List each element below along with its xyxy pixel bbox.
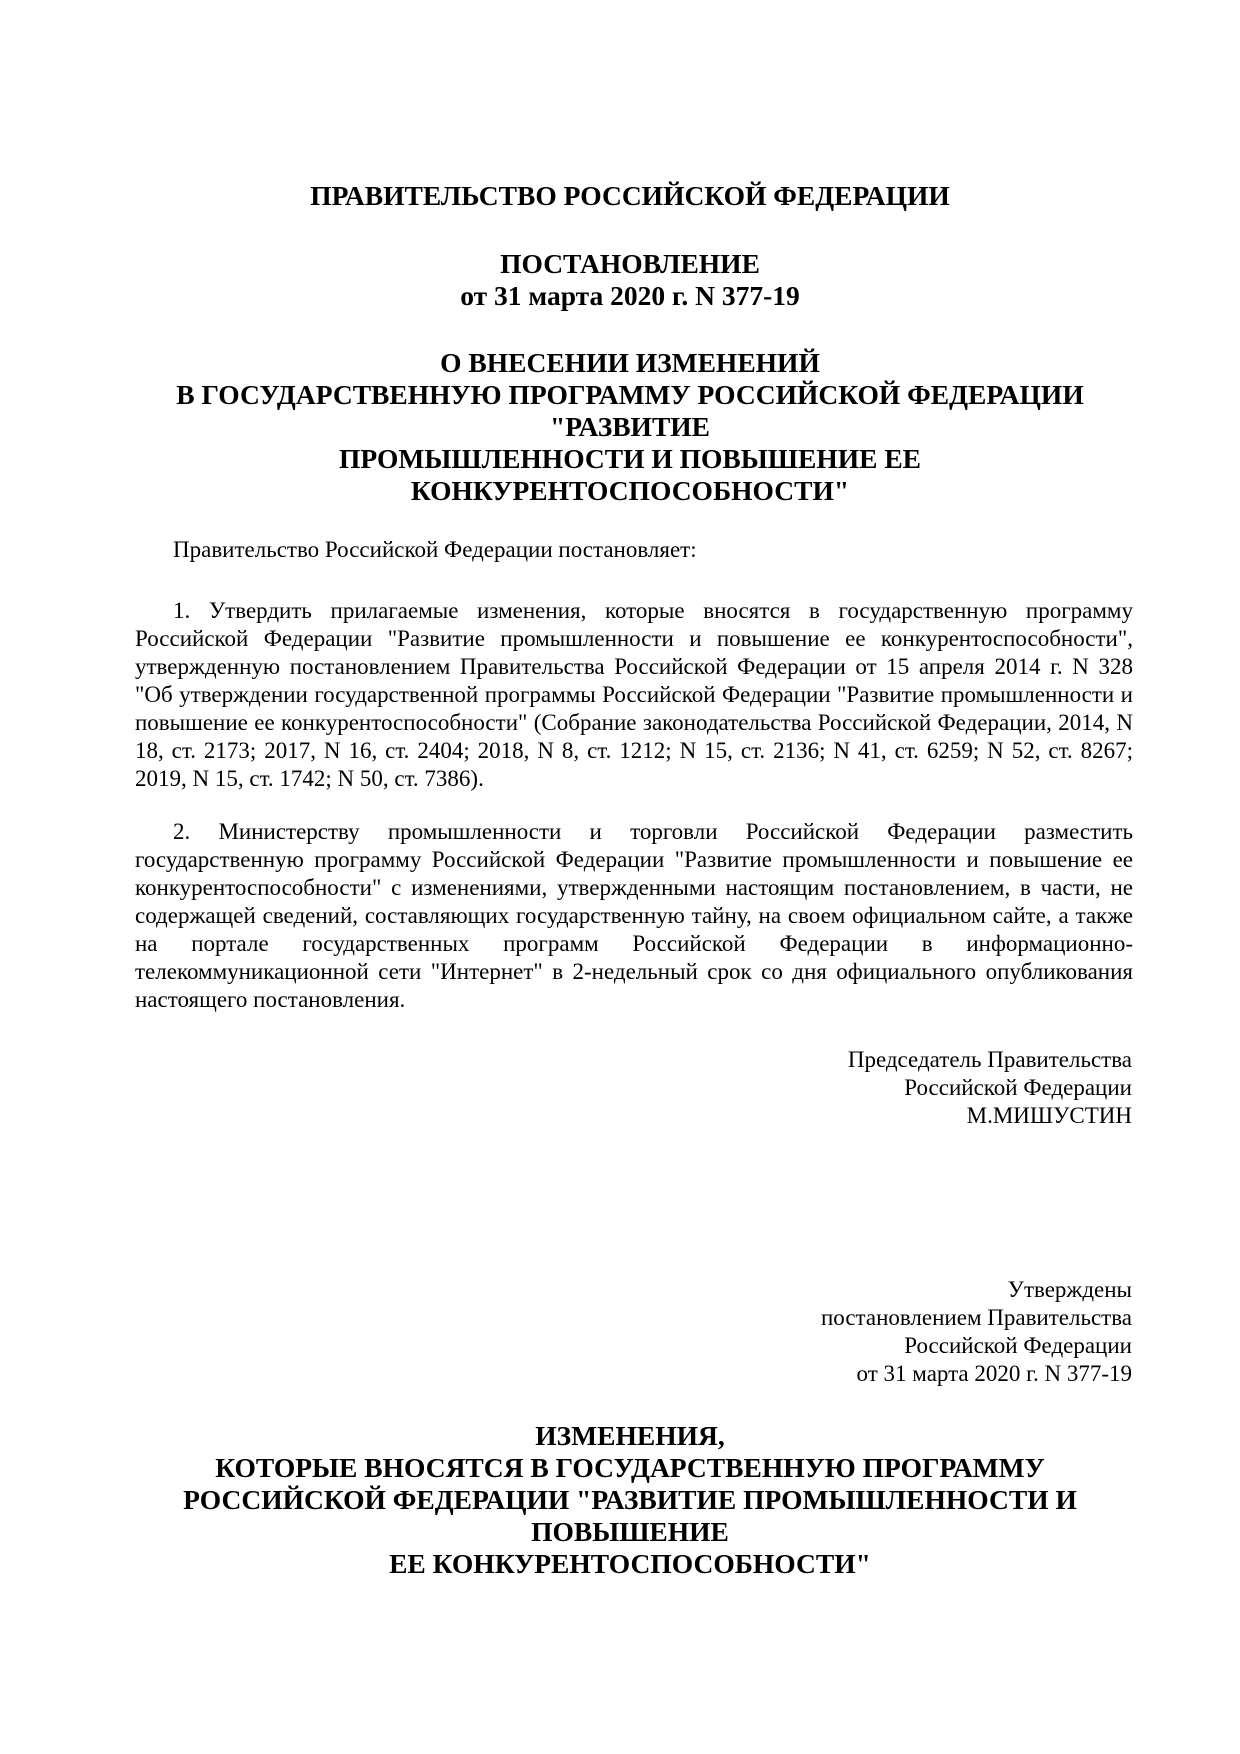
government-heading bbox=[130, 180, 1130, 212]
title-line: В ГОСУДАРСТВЕННУЮ ПРОГРАММУ РОССИЙСКОЙ ФЕДЕРАЦИИ bbox=[176, 379, 1084, 410]
decree-title bbox=[130, 347, 1130, 507]
approval-line: постановлением Правительства bbox=[820, 1305, 1132, 1330]
changes-title bbox=[130, 1420, 1130, 1580]
title-line: ПРОМЫШЛЕННОСТИ И ПОВЫШЕНИЕ ЕЕ bbox=[339, 443, 921, 474]
signature-name: М.МИШУСТИН bbox=[966, 1103, 1132, 1128]
title-line: О ВНЕСЕНИИ ИЗМЕНЕНИЙ bbox=[440, 347, 820, 378]
changes-title-line: ЕЕ КОНКУРЕНТОСПОСОБНОСТИ" bbox=[389, 1548, 871, 1579]
signature-block bbox=[848, 1046, 1132, 1130]
paragraph-1: 1. Утвердить прилагаемые изменения, которые вносятся в государственную программу Российской Федерации "Развитие промышленности и повышение ее конкурентоспособности", утвержденную постановлением Правительства Российской Федерации от 15 апреля 2014 г. N 328 "Об утверждении государственной программы Российской Федерации "Развитие промышленности и повышение ее конкурентоспособности" (Собрание законодательства Российской Федерации, 2014, N 18, ст. 2173; 2017, N 16, ст. 2404; 2018, N 8, ст. 1212; N 15, ст. 2136; N 41, ст. 6259; N 52, ст. 8267; 2019, N 15, ст. 1742; N 50, ст. 7386). bbox=[135, 598, 1133, 791]
title-line: КОНКУРЕНТОСПОСОБНОСТИ" bbox=[410, 475, 850, 506]
changes-title-line: ПОВЫШЕНИЕ bbox=[531, 1516, 729, 1547]
doc-date-number: от 31 марта 2020 г. N 377-19 bbox=[460, 280, 800, 311]
decree-heading bbox=[130, 248, 1130, 312]
approval-line: Российской Федерации bbox=[904, 1333, 1132, 1358]
signature-org: Российской Федерации bbox=[904, 1075, 1132, 1100]
approval-line: от 31 марта 2020 г. N 377-19 bbox=[856, 1361, 1132, 1386]
approval-line: Утверждены bbox=[1007, 1277, 1132, 1302]
changes-title-line: РОССИЙСКОЙ ФЕДЕРАЦИИ "РАЗВИТИЕ ПРОМЫШЛЕННОСТИ И bbox=[183, 1484, 1077, 1515]
doc-type: ПОСТАНОВЛЕНИЕ bbox=[500, 248, 760, 279]
changes-title-line: ИЗМЕНЕНИЯ, bbox=[535, 1420, 725, 1451]
approval-block bbox=[821, 1276, 1132, 1388]
title-line: "РАЗВИТИЕ bbox=[549, 411, 711, 442]
government-name: ПРАВИТЕЛЬСТВО РОССИЙСКОЙ ФЕДЕРАЦИИ bbox=[310, 180, 950, 211]
changes-title-line: КОТОРЫЕ ВНОСЯТСЯ В ГОСУДАРСТВЕННУЮ ПРОГРАММУ bbox=[215, 1452, 1045, 1483]
signature-position: Председатель Правительства bbox=[847, 1047, 1132, 1072]
preamble: Правительство Российской Федерации постановляет: bbox=[173, 537, 697, 562]
paragraph-2: 2. Министерству промышленности и торговли Российской Федерации разместить государственную программу Российской Федерации "Развитие промышленности и повышение ее конкурентоспособности" с изменениями, утвержденными настоящим постановлением, в части, не содержащей сведений, составляющих государственную тайну, на своем официальном сайте, а также на портале государственных программ Российской Федерации в информационно-телекоммуникационной сети "Интернет" в 2-недельный срок со дня официального опубликования настоящего постановления. bbox=[135, 819, 1133, 1012]
